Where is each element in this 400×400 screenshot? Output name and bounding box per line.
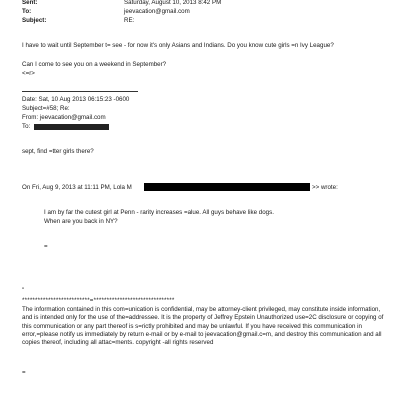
quoted-subject: Subject=#58; Re: <box>22 105 70 112</box>
reply-line-1: I have to wait until September t= see - for now it's only Asians and Indians. Do you know cute girls =n Ivy League? <box>22 42 334 49</box>
reply-line-3: <=r> <box>22 70 35 77</box>
separator-line <box>22 91 138 92</box>
earlier-eq: = <box>44 243 48 250</box>
redaction-bar <box>34 124 109 130</box>
to-label: To: <box>22 8 32 15</box>
sent-label: Sent: <box>22 0 38 6</box>
subject-label: Subject: <box>22 17 47 24</box>
to-value: jeevacation@gmail.com <box>124 8 190 15</box>
redaction-bar <box>144 183 310 191</box>
footer-disclaimer: The information contained in this com=unication is confidential, may be attorney-client privileged, may constitute inside information, and is intended only for the use of the=addressee. It is the property of Jeffrey Epstein Unauthorized use=2C disclosure or copying of this communication or any part thereof is s=rictly prohibited and may be unlawful. If you have received this communication in error,=please notify us immediately by return e-mail or by e-mail to jeevacation@gmail.c=m, and destroy this communication and all copies thereof, including all attac=ments. copyright -all rights reserved <box>22 306 384 347</box>
earlier-line-1: I am by far the cutest girl at Penn - rarity increases =alue. All guys behave like dogs. <box>44 209 274 216</box>
footer-eq: = <box>22 369 26 376</box>
sent-value: Saturday, August 10, 2013 8:42 PM <box>124 0 222 6</box>
quoted-date: Date: Sat, 10 Aug 2013 06:15:23 -0600 <box>22 96 130 103</box>
quoted-body: sept, find =tter girls there? <box>22 148 94 155</box>
reply-line-2: Can I come to see you on a weekend in September? <box>22 61 167 68</box>
quoted-to-label: To: <box>22 123 31 130</box>
subject-value: RE: <box>124 17 135 24</box>
earlier-line-2: When are you back in NY? <box>44 218 118 225</box>
earlier-intro: On Fri, Aug 9, 2013 at 11:11 PM, Lola M <box>22 184 132 191</box>
footer-quote-mark: " <box>22 287 25 294</box>
quoted-from: From: jeevacation@gmail.com <box>22 114 106 121</box>
footer-stars: **************************=******************************* <box>22 297 175 304</box>
earlier-intro-tail: >> wrote: <box>312 184 338 191</box>
